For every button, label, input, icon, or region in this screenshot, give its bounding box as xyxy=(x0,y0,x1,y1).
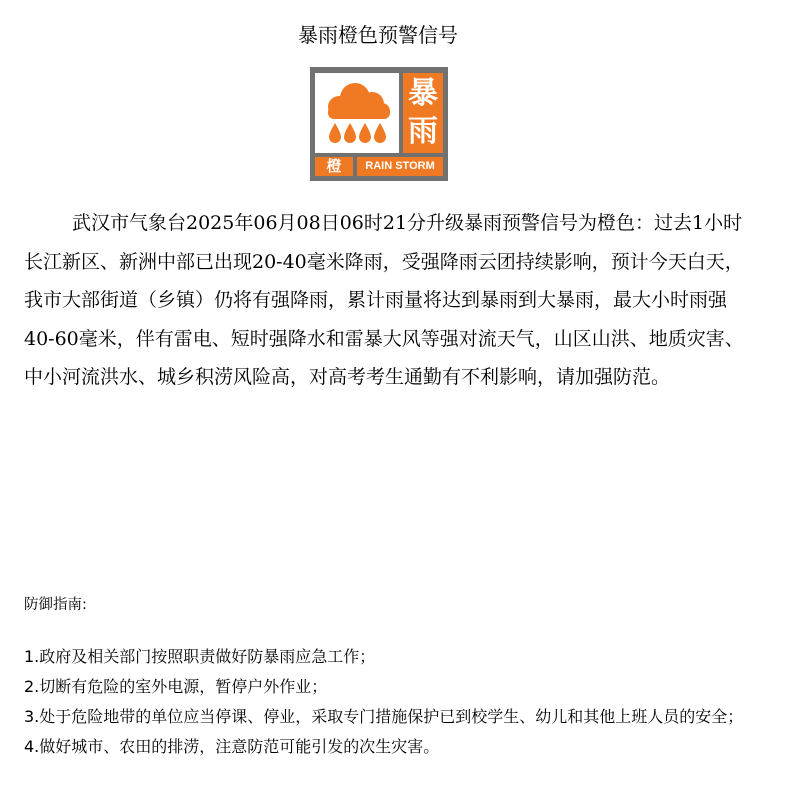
warning-body-text: 武汉市气象台2025年06月08日06时21分升级暴雨预警信号为橙色：过去1小时长江新区、新洲中部已出现20-40毫米降雨，受强降雨云团持续影响，预计今天白天，我市大部街道（乡镇）仍将有强降雨，累计雨量将达到暴雨到大暴雨，最大小时雨强40-60毫米，伴有雷电、短时强降水和雷暴大风等强对流天气，山区山洪、地质灾害、中小河流洪水、城乡积涝风险高，对高考考生通勤有不利影响，请加强防范。 xyxy=(24,212,744,388)
guide-item: 3.处于危险地带的单位应当停课、停业，采取专门措施保护已到校学生、幼儿和其他上班人员的安全； xyxy=(24,707,744,726)
guide-item: 4.做好城市、农田的排涝，注意防范可能引发的次生灾害。 xyxy=(24,737,440,756)
signal-english-label: RAIN STORM xyxy=(357,157,443,176)
signal-text-panel xyxy=(403,73,443,153)
guide-heading: 防御指南: xyxy=(24,597,87,613)
signal-level-label: 橙 xyxy=(315,157,353,176)
guide-list xyxy=(24,642,749,762)
signal-char-top: 暴 xyxy=(408,76,438,111)
rainstorm-orange-signal xyxy=(310,67,448,181)
guide-item: 2.切断有危险的室外电源，暂停户外作业； xyxy=(24,677,328,696)
rainstorm-cloud-icon xyxy=(315,73,399,153)
signal-char-bottom: 雨 xyxy=(408,114,438,149)
page-title: 暴雨橙色预警信号 xyxy=(298,23,458,47)
signal-icon-panel xyxy=(315,73,399,153)
guide-item: 1.政府及相关部门按照职责做好防暴雨应急工作； xyxy=(24,647,376,666)
